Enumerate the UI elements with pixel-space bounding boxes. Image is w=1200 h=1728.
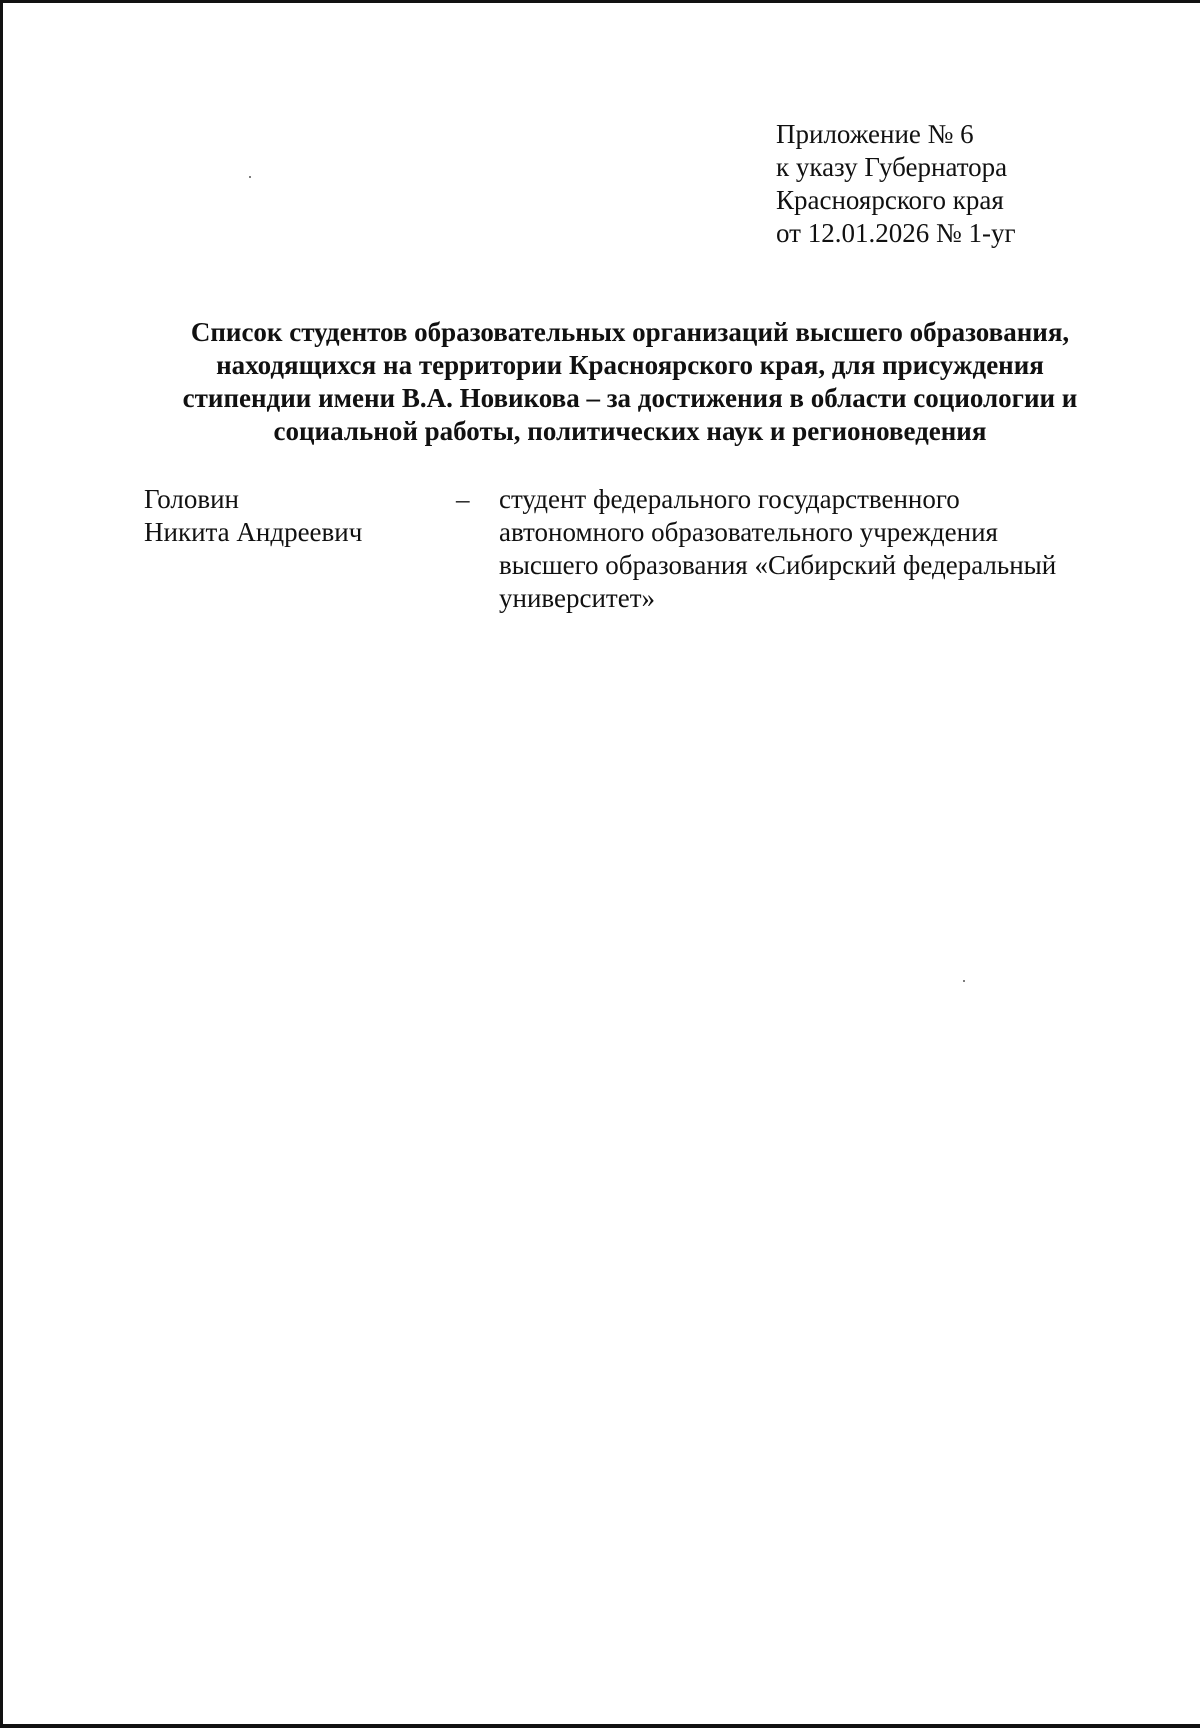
description-line: студент федерального государственного bbox=[499, 484, 960, 514]
description-line: университет» bbox=[499, 583, 655, 613]
scan-speck bbox=[963, 980, 965, 982]
student-surname: Головин bbox=[144, 484, 240, 514]
scan-edge-left bbox=[0, 0, 3, 1728]
appendix-number: Приложение № 6 bbox=[776, 119, 974, 149]
description-line: высшего образования «Сибирский федеральный bbox=[499, 550, 1057, 580]
appendix-date: от 12.01.2026 № 1-уг bbox=[776, 218, 1016, 248]
appendix-region: Красноярского края bbox=[776, 185, 1004, 215]
entry-dash: – bbox=[456, 484, 470, 514]
title-line: находящихся на территории Красноярского края, для присуждения bbox=[216, 350, 1044, 380]
student-description bbox=[499, 483, 1056, 615]
student-name bbox=[144, 483, 362, 549]
student-given-names: Никита Андреевич bbox=[144, 517, 363, 547]
appendix-header bbox=[776, 118, 1016, 250]
description-line: автономного образовательного учреждения bbox=[499, 517, 998, 547]
appendix-decree: к указу Губернатора bbox=[776, 152, 1008, 182]
scan-edge-top bbox=[0, 0, 1200, 3]
scan-edge-bottom bbox=[0, 1724, 1200, 1728]
document-title bbox=[110, 316, 1150, 448]
title-line: социальной работы, политических наук и регионоведения bbox=[273, 416, 987, 446]
title-line: Список студентов образовательных организаций высшего образования, bbox=[190, 317, 1070, 347]
scan-speck bbox=[249, 176, 251, 178]
title-line: стипендии имени В.А. Новикова – за достижения в области социологии и bbox=[182, 383, 1078, 413]
